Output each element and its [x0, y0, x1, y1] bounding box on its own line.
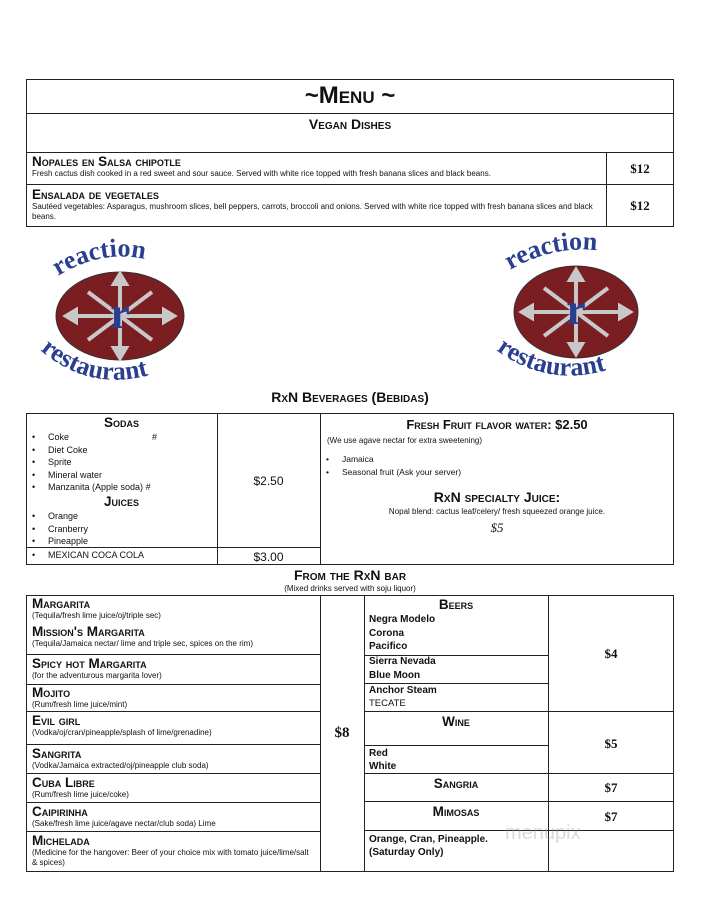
list-item: Corona	[369, 627, 404, 639]
mexican-coke-price: $3.00	[253, 550, 284, 564]
drink-name: Michelada	[32, 833, 90, 848]
sodas-heading: Sodas	[103, 415, 139, 430]
restaurant-logo-left	[28, 238, 208, 398]
mark: #	[145, 482, 151, 492]
logo-top-text: reaction	[499, 232, 599, 276]
list-item: • Coke #	[48, 431, 228, 444]
restaurant-logo-right	[490, 232, 670, 392]
wine-list	[369, 747, 547, 773]
juices-heading: Juices	[103, 494, 139, 509]
dish-price: $12	[630, 198, 650, 213]
wine-price: $5	[604, 736, 618, 751]
watermark: menupix	[505, 822, 581, 844]
sangria-heading: Sangria	[433, 776, 479, 791]
list-item: • Diet Coke	[48, 444, 228, 457]
mimosas-price: $7	[604, 809, 618, 824]
drink-item	[32, 775, 318, 800]
list-item: Negra Modelo	[369, 614, 436, 625]
mark: #	[152, 432, 158, 442]
logo-top-text: reaction	[46, 238, 149, 282]
drink-name: Cuba Libre	[32, 775, 95, 790]
specialty-juice-price: $5	[490, 520, 504, 535]
list-item: Sierra Nevada	[369, 656, 436, 668]
drinks-price: $8	[334, 725, 350, 741]
dish-item	[32, 154, 602, 179]
drink-name: Caipirinha	[32, 804, 88, 819]
list-item: • Pineapple	[48, 535, 228, 548]
drink-desc: (Vodka/oj/cran/pineapple/splash of lime/grenadine)	[32, 728, 212, 737]
drink-name: Sangrita	[32, 746, 82, 761]
drink-item	[32, 713, 318, 738]
drink-name: Spicy hot Margarita	[32, 656, 147, 671]
divider	[26, 113, 674, 114]
list-item: Blue Moon	[369, 669, 421, 681]
drink-item	[32, 596, 318, 621]
drink-item	[32, 833, 316, 868]
logo-letter: r	[566, 285, 586, 334]
dish-name: Ensalada de vegetales	[32, 187, 159, 202]
sodas-list	[26, 431, 228, 494]
drink-desc: (for the adventurous margarita lover)	[32, 671, 162, 680]
divider	[26, 184, 674, 185]
beverages-heading: RxN Beverages (Bebidas)	[271, 389, 429, 405]
drink-desc: (Tequila/Jamaica nectar/ lime and triple sec, spices on the rim)	[32, 639, 253, 648]
list-item: Anchor Steam	[369, 684, 437, 696]
menu-title: ~Menu ~	[304, 82, 396, 109]
drink-desc: (Medicine for the hangover: Beer of your choice mix with tomato juice/lime/salt & spices)	[32, 848, 309, 867]
drink-item	[32, 624, 318, 649]
list-item: • MEXICAN COCA COLA	[48, 549, 238, 562]
list-item: • Cranberry	[48, 523, 228, 536]
drink-item	[32, 804, 318, 829]
fruit-water-note: (We use agave nectar for extra sweetening)	[327, 436, 483, 445]
juices-list	[26, 510, 228, 548]
beers-list	[369, 613, 547, 711]
drink-name: Mojito	[32, 685, 71, 700]
list-item: • Sprite	[48, 456, 228, 469]
vegan-dishes-heading: Vegan Dishes	[308, 116, 392, 132]
wine-heading: Wine	[442, 714, 470, 729]
logo-letter: r	[110, 289, 130, 338]
drink-desc: (Rum/fresh lime juice/mint)	[32, 700, 128, 709]
mexican-coke-row	[26, 549, 238, 562]
sangria-price: $7	[604, 780, 618, 795]
dish-description: Sautéed vegetables: Asparagus, mushroom slices, bell peppers, carrots, broccoli and onions. Served with white rice topped with fresh banana slices and black beans.	[32, 202, 593, 221]
dish-name: Nopales en Salsa chipotle	[32, 154, 181, 169]
dish-item	[32, 187, 602, 222]
mimosas-note: (Saturday Only)	[369, 847, 444, 858]
logo-bottom-text: restaurant	[36, 332, 151, 386]
drink-name: Margarita	[32, 596, 91, 611]
list-item: Red	[369, 748, 388, 759]
drink-item	[32, 656, 318, 681]
list-item: • Manzanita (Apple soda) #	[48, 481, 228, 494]
specialty-juice-desc: Nopal blend: cactus leaf/celery/ fresh squeezed orange juice.	[388, 507, 606, 516]
drink-desc: (Tequila/fresh lime juice/oj/triple sec)	[32, 611, 161, 620]
list-item: TECATE	[369, 698, 406, 710]
bar-heading: From the RxN bar	[293, 567, 407, 583]
specialty-juice-heading: RxN specialty Juice:	[433, 489, 561, 505]
dish-price: $12	[630, 161, 650, 176]
bar-subheading: (Mixed drinks served with soju liquor)	[284, 584, 416, 593]
list-item: • Orange	[48, 510, 228, 523]
drink-item	[32, 746, 318, 771]
list-item: • Seasonal fruit (Ask your server)	[342, 466, 682, 479]
list-item: Pacifico	[369, 641, 408, 653]
mimosas-heading: Mimosas	[432, 804, 480, 819]
list-item: • Mineral water	[48, 469, 228, 482]
list-item: White	[369, 761, 397, 772]
logo-bottom-text: restaurant	[492, 331, 608, 382]
drink-item	[32, 685, 318, 710]
drink-name: Mission's Margarita	[32, 624, 145, 639]
beers-heading: Beers	[438, 597, 474, 612]
divider	[26, 152, 674, 153]
soda-juice-price: $2.50	[253, 474, 284, 488]
fruit-water-heading: Fresh Fruit flavor water: $2.50	[406, 417, 588, 432]
mimosas-flavors: Orange, Cran, Pineapple.	[369, 834, 488, 845]
drink-desc: (Vodka/Jamaica extracted/oj/pineapple club soda)	[32, 761, 209, 770]
fruit-water-list	[320, 453, 682, 478]
drink-desc: (Rum/fresh lime juice/coke)	[32, 790, 129, 799]
dish-description: Fresh cactus dish cooked in a red sweet and sour sauce. Served with white rice topped with fresh banana slices and black beans.	[32, 169, 491, 178]
list-item: • Jamaica	[342, 453, 682, 466]
beers-price: $4	[604, 646, 618, 661]
drink-name: Evil girl	[32, 713, 81, 728]
drink-desc: (Sake/fresh lime juice/agave nectar/club soda) Lime	[32, 819, 216, 828]
